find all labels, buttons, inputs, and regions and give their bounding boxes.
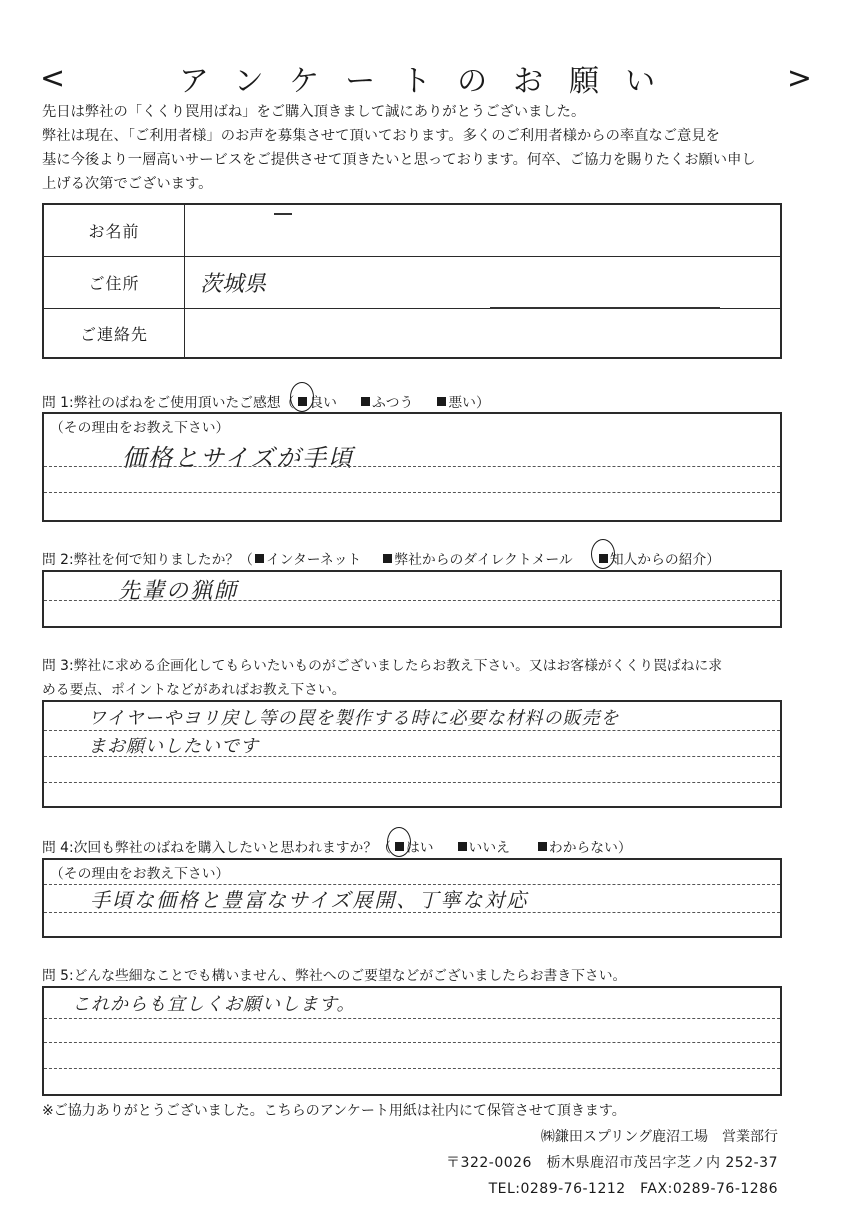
survey-title	[40, 58, 820, 98]
address-row	[44, 257, 780, 309]
q1-answer: 価格とサイズが手頃	[122, 444, 355, 472]
q2-text: 問 2:弊社を何で知りましたか？（	[42, 552, 253, 568]
name-row	[44, 205, 780, 257]
ink-mark	[274, 213, 292, 215]
intro-line-3: 基に今後より一層高いサービスをご提供させて頂きたいと思っております。何卒、ご協力を賜りたくお願い申し	[42, 152, 756, 168]
q4-option-yes[interactable]	[395, 836, 434, 856]
checkbox-icon	[458, 842, 467, 851]
title-close-bracket: >	[786, 60, 820, 96]
footer-thanks: ※ご協力ありがとうございました。こちらのアンケート用紙は社内にて保管させて頂きます。	[42, 1103, 626, 1119]
address-label: ご住所	[44, 257, 185, 308]
q1-option-normal[interactable]	[361, 391, 413, 411]
answer-line	[44, 756, 780, 757]
option-label: はい	[405, 840, 434, 856]
contact-label: ご連絡先	[44, 309, 185, 357]
option-label: わからない	[548, 840, 618, 856]
option-label: 良い	[309, 395, 337, 411]
footer-company: ㈱鎌田スプリング鹿沼工場 営業部行	[540, 1129, 778, 1145]
q4-answer: 手頃な価格と豊富なサイズ展開、丁寧な対応	[90, 888, 529, 912]
option-label: 知人からの紹介	[609, 552, 707, 568]
q4-option-unsure[interactable]	[538, 836, 618, 856]
q1-answer-box[interactable]	[42, 412, 782, 522]
checkbox-icon	[255, 554, 264, 563]
q1-reason-label: （その理由をお教え下さい）	[50, 420, 230, 436]
answer-line	[44, 1068, 780, 1069]
contact-row	[44, 309, 780, 357]
answer-line	[44, 600, 780, 601]
question-2	[42, 548, 720, 568]
name-label: お名前	[44, 205, 185, 256]
option-label: ふつう	[371, 395, 414, 411]
q1-option-bad[interactable]	[437, 391, 476, 411]
option-label: インターネット	[265, 552, 362, 568]
option-label: 悪い	[448, 395, 476, 411]
answer-line	[44, 730, 780, 731]
q2-close: ）	[706, 552, 721, 568]
option-label: 弊社からのダイレクトメール	[394, 552, 573, 568]
checkbox-icon	[361, 397, 370, 406]
option-label: いいえ	[468, 840, 510, 856]
checkbox-icon	[437, 397, 446, 406]
q1-close: ）	[475, 395, 490, 411]
question-3-line-1: 問 3:弊社に求める企画化してもらいたいものがございましたらお教え下さい。又はお客様がくくり罠ばねに求	[42, 658, 723, 674]
q2-option-internet[interactable]	[255, 548, 361, 568]
footer-phone-fax: TEL:0289-76-1212 FAX:0289-76-1286	[488, 1181, 778, 1197]
q2-option-direct-mail[interactable]	[383, 548, 572, 568]
intro-line-4: 上げる次第でございます。	[42, 176, 213, 192]
answer-line	[44, 466, 780, 467]
question-5: 問 5:どんな些細なことでも構いません、弊社へのご要望などがございましたらお書き下さい。	[42, 968, 627, 984]
answer-line	[44, 1018, 780, 1019]
respondent-info-table	[42, 203, 782, 359]
q5-answer-box[interactable]	[42, 986, 782, 1096]
q4-answer-box[interactable]	[42, 858, 782, 938]
q2-answer: 先輩の猟師	[118, 579, 239, 604]
answer-line	[44, 884, 780, 885]
q4-option-no[interactable]	[458, 836, 510, 856]
selected-circle	[387, 827, 411, 857]
q1-text: 問 1:弊社のばねをご使用頂いたご感想（	[42, 395, 295, 411]
address-field[interactable]: 茨城県	[200, 272, 267, 297]
answer-line	[44, 492, 780, 493]
footer-address: 〒322-0026 栃木県鹿沼市茂呂字芝ノ内 252-37	[446, 1155, 778, 1171]
answer-line	[44, 1042, 780, 1043]
q3-answer-line-1: ワイヤーやヨリ戻し等の罠を製作する時に必要な材料の販売を	[88, 708, 620, 729]
question-1	[42, 391, 490, 411]
q3-answer-line-2: まお願いしたいです	[88, 736, 259, 757]
title-text: アンケートのお願い	[178, 64, 682, 99]
q1-option-good[interactable]	[298, 391, 337, 411]
title-open-bracket: <	[40, 60, 74, 96]
checkbox-icon	[383, 554, 392, 563]
answer-line	[44, 782, 780, 783]
question-4	[42, 836, 632, 856]
q4-close: ）	[617, 840, 632, 856]
q5-answer: これからも宜しくお願いします。	[72, 994, 356, 1015]
q3-answer-box[interactable]	[42, 700, 782, 808]
question-3-line-2: める要点、ポイントなどがあればお教え下さい。	[42, 682, 346, 698]
q2-answer-box[interactable]	[42, 570, 782, 628]
intro-line-2: 弊社は現在、「ご利用者様」のお声を募集させて頂いております。多くのご利用者様からの率直なご意見を	[42, 128, 720, 144]
checkbox-icon	[538, 842, 547, 851]
answer-line	[44, 912, 780, 913]
q4-reason-label: （その理由をお教え下さい）	[50, 866, 230, 882]
q2-option-referral[interactable]	[599, 548, 707, 568]
q4-text: 問 4:次回も弊社のばねを購入したいと思われますか？（	[42, 840, 391, 856]
intro-line-1: 先日は弊社の「くくり罠用ばね」をご購入頂きまして誠にありがとうございました。	[42, 104, 586, 120]
selected-circle	[591, 539, 615, 569]
